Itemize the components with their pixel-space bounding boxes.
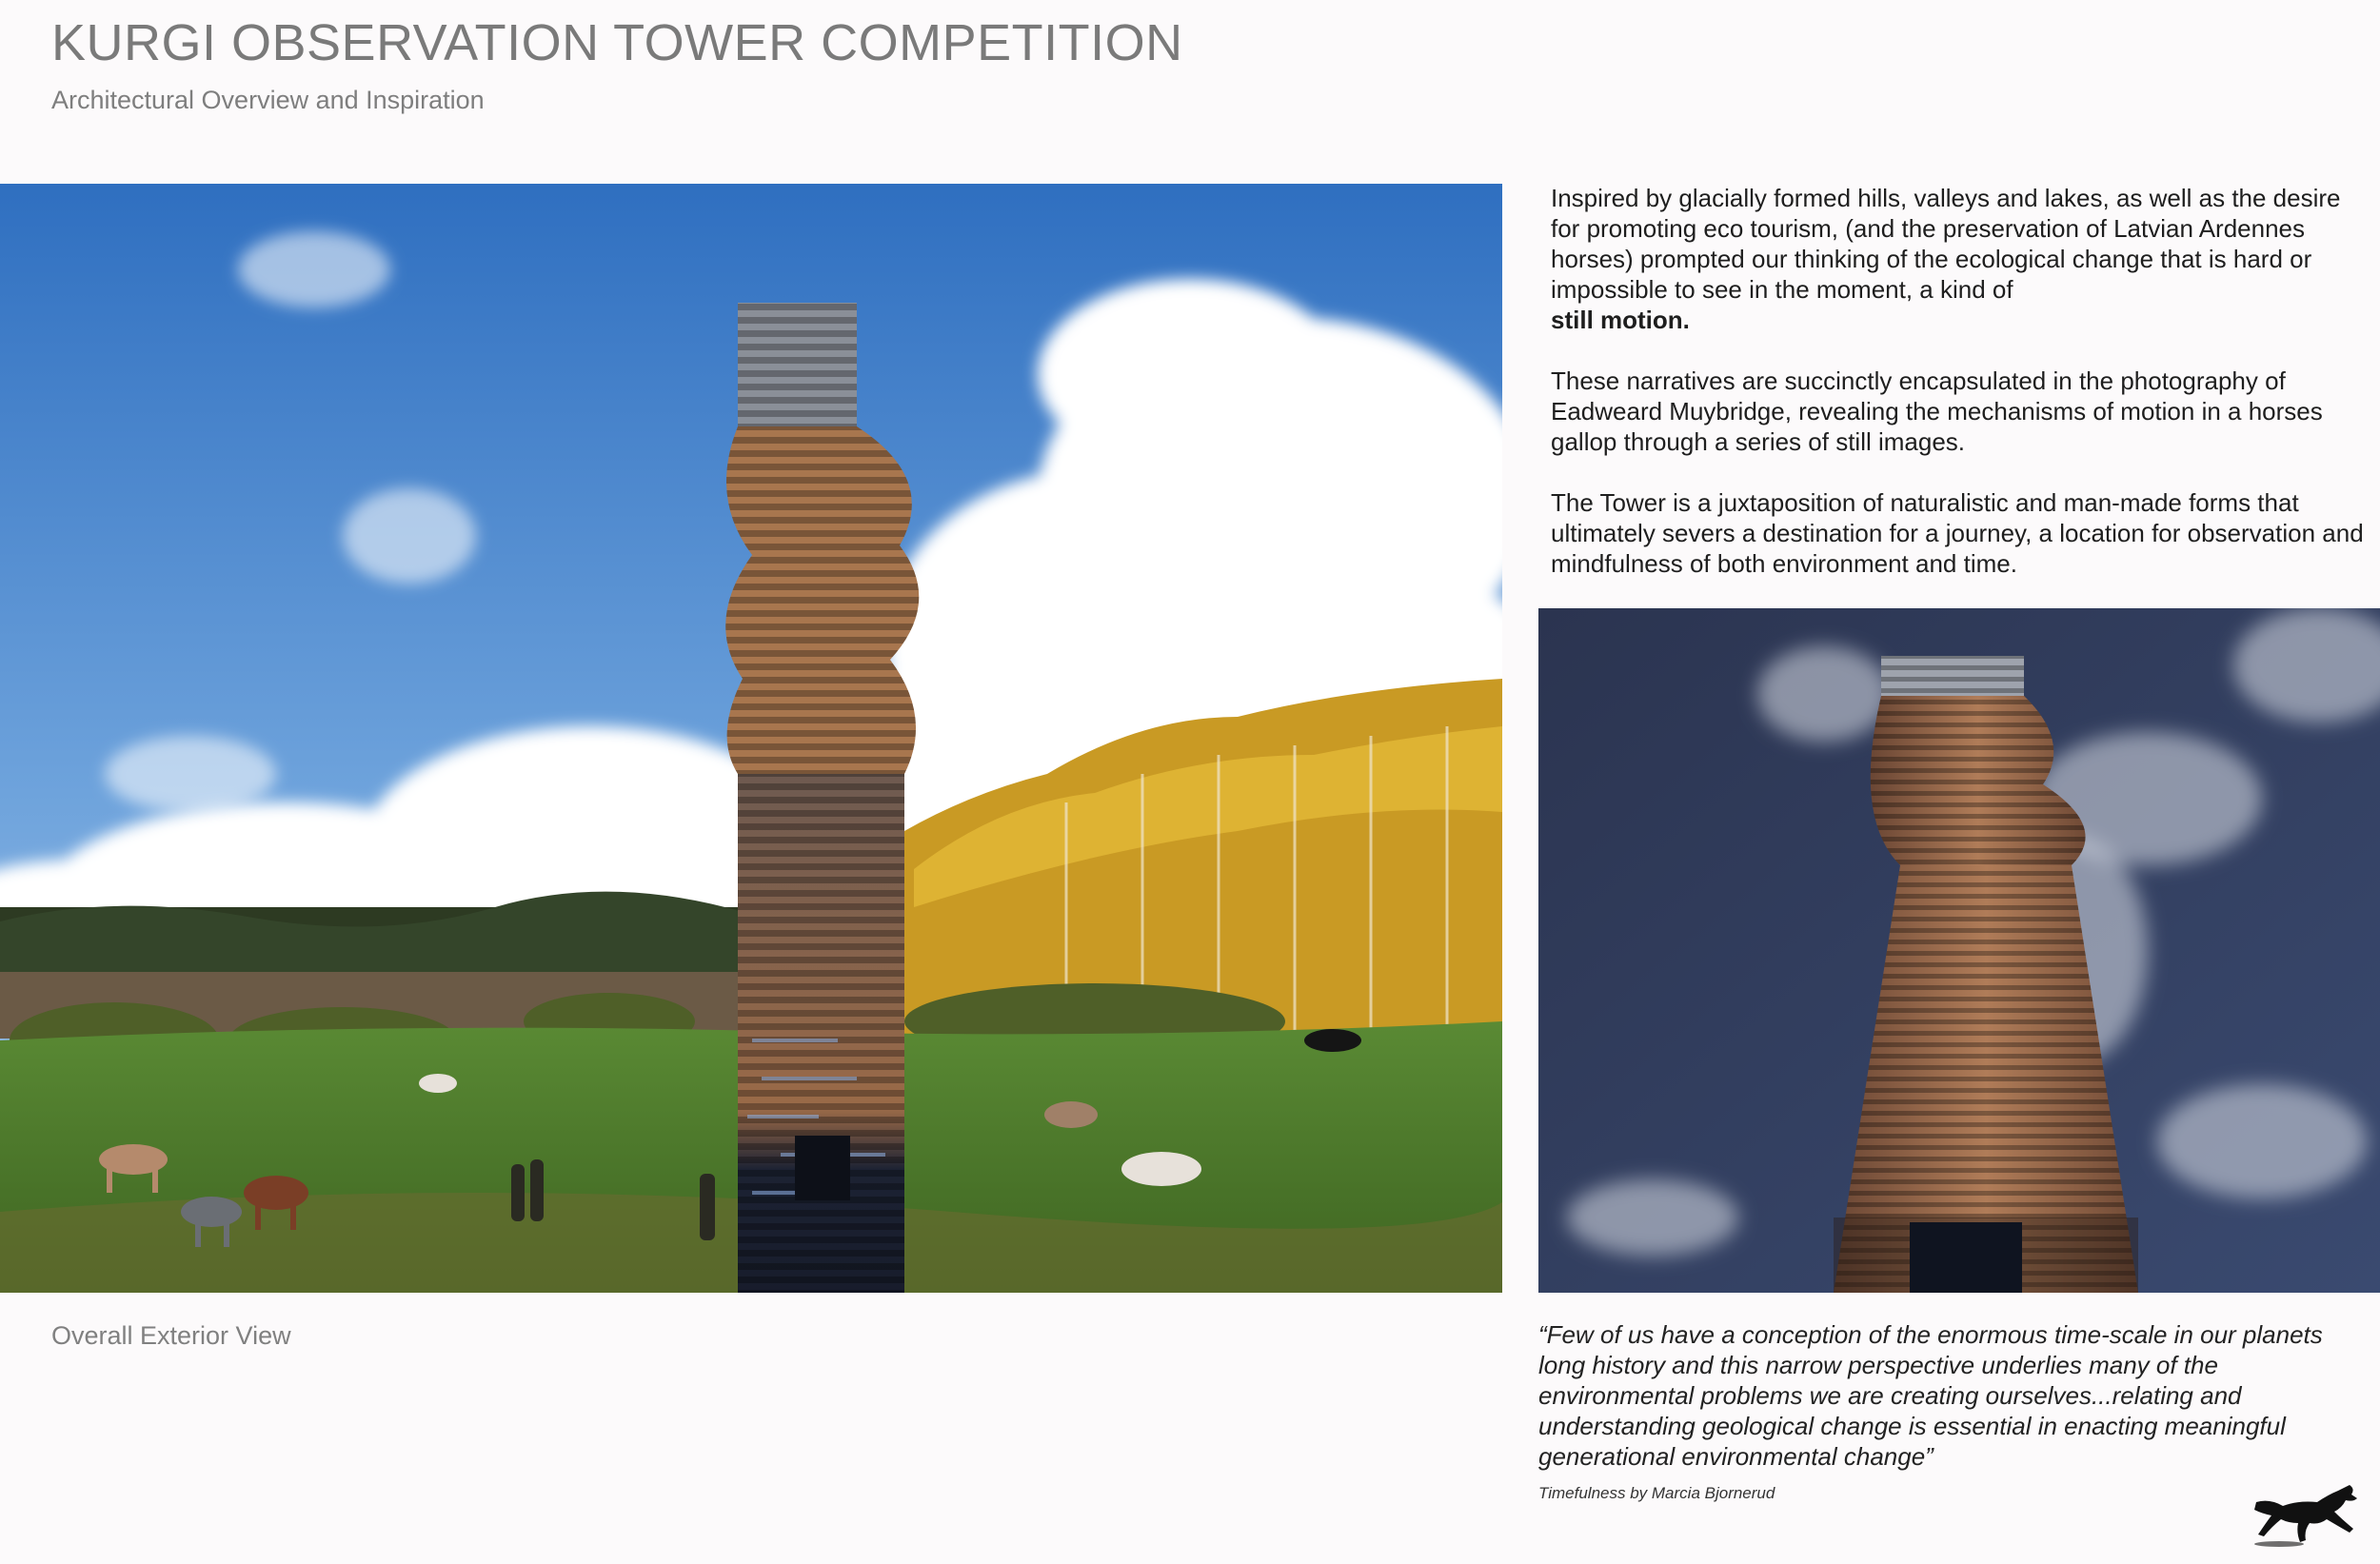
- description-paragraph-3: The Tower is a juxtaposition of naturalistic and man-made forms that ultimately severs a destination for a journey, a location for observation and mindfulness of both environment and time.: [1551, 488, 2364, 578]
- still-motion-emphasis: still motion.: [1551, 306, 1690, 334]
- quote-source: Timefulness by Marcia Bjornerud: [1538, 1484, 1775, 1502]
- description-paragraph-2: These narratives are succinctly encapsulated in the photography of Eadweard Muybridge, revealing the mechanisms of motion in a horses gallop through a series of still images.: [1551, 366, 2323, 456]
- description-paragraph-1: [1551, 183, 2370, 335]
- exterior-view-caption: Overall Exterior View: [51, 1321, 291, 1350]
- exterior-view-image: [0, 184, 1502, 1293]
- tower-upward-view-image: [1538, 608, 2380, 1293]
- paragraph-1-text: Inspired by glacially formed hills, valleys and lakes, as well as the desire for promoting eco tourism, (and the preservation of Latvian Ardennes horses) prompted our thinking of the ecological change that is hard or impossible to see in the moment, a kind of: [1551, 184, 2341, 304]
- page-subtitle: Architectural Overview and Inspiration: [51, 86, 485, 114]
- galloping-horse-icon: [2251, 1481, 2365, 1548]
- inspiration-quote: “Few of us have a conception of the enormous time-scale in our planets long history and this narrow perspective underlies many of the environmental problems we are creating ourselves...relating and understanding geological change is essential in enacting meaningful generational environmental change”: [1538, 1320, 2323, 1471]
- page-title: KURGI OBSERVATION TOWER COMPETITION: [51, 14, 1183, 71]
- description-block: [1551, 183, 2370, 609]
